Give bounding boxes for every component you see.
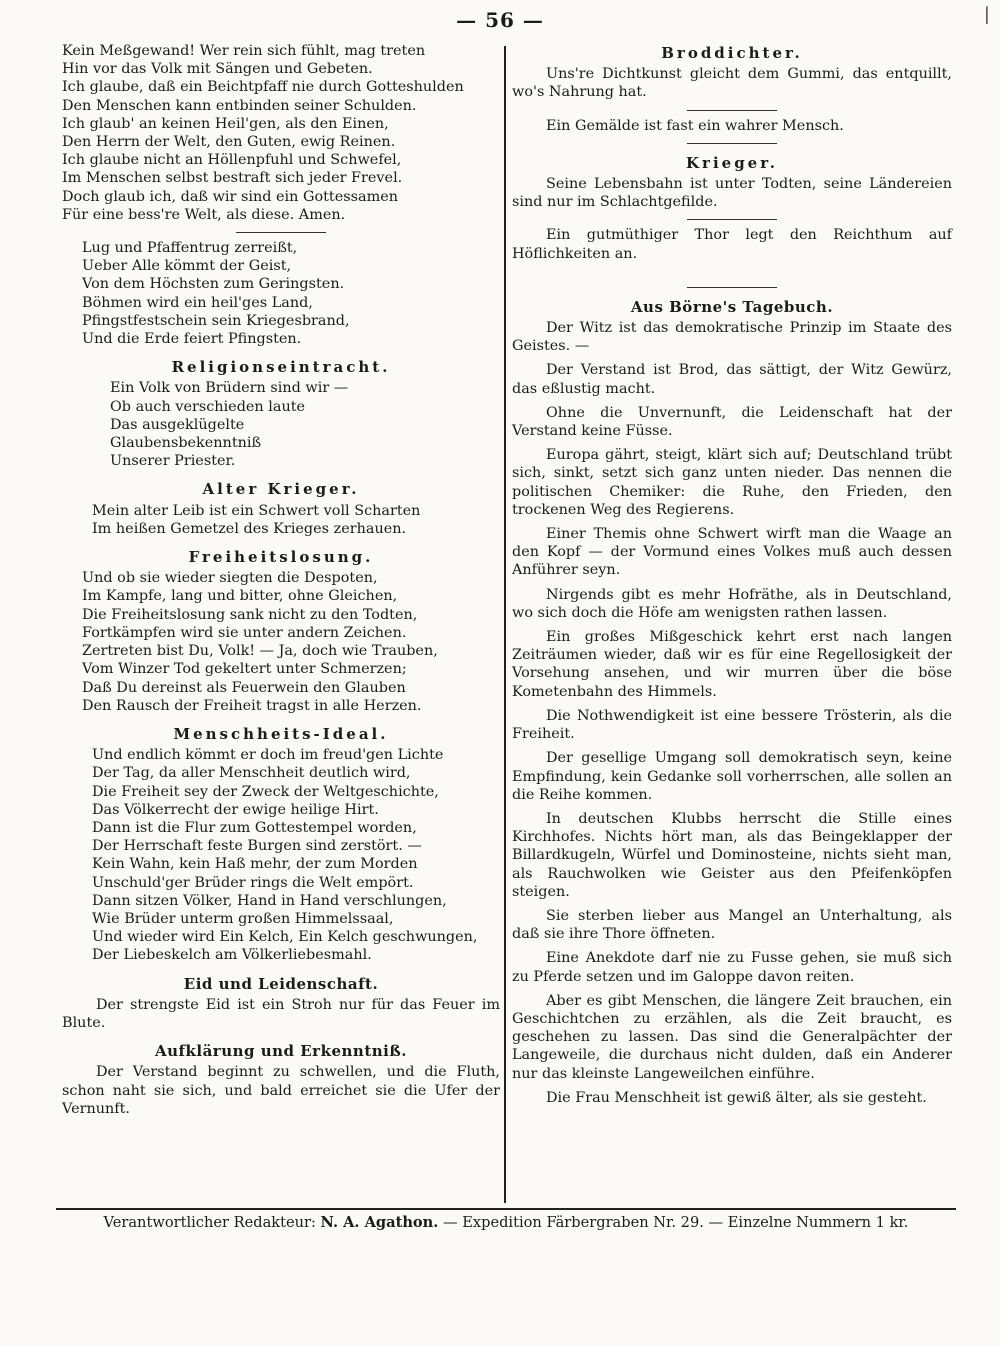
ideal-line: Die Freiheit sey der Zweck der Weltgeschichte, (92, 783, 439, 800)
poem-line: Hin vor das Volk mit Sängen und Gebeten. (62, 61, 373, 78)
boerne-paragraph: Die Frau Menschheit ist gewiß älter, als sie gesteht. (546, 1089, 927, 1106)
section-rule (687, 219, 777, 220)
page-edge-mark: | (983, 4, 990, 25)
stanza-line: Lug und Pfaffentrug zerreißt, (82, 240, 298, 257)
freiheit-line: Im Kampfe, lang und bitter, ohne Gleichen, (82, 588, 398, 605)
heading-freiheitslosung: Freiheitslosung. (188, 548, 374, 567)
footer-label: Verantwortlicher Redakteur: (103, 1214, 316, 1231)
heading-aufklaerung: Aufklärung und Erkenntniß. (155, 1042, 407, 1061)
boerne-paragraph: Nirgends gibt es mehr Hofräthe, als in Deutschland, wo sich doch die Höfe am wenigsten rathen lassen. (512, 586, 952, 621)
boerne-paragraph: Einer Themis ohne Schwert wirft man die Waage an den Kopf — der Vormund eines Volkes muß auch dessen Anführer seyn. (512, 526, 952, 579)
footer-rule (56, 1208, 956, 1210)
ideal-lines (62, 746, 500, 964)
freiheit-line: Fortkämpfen wird sie unter andern Zeichen. (82, 624, 407, 641)
heading-broddichter: Broddichter. (661, 44, 803, 62)
ideal-line: Und endlich kömmt er doch im freud'gen Lichte (92, 747, 444, 764)
freiheit-lines (62, 569, 500, 715)
boerne-paragraph: Aber es gibt Menschen, die längere Zeit brauchen, ein Geschichtchen zu erzählen, als die Zeit braucht, es geschehen zu lassen. Das sind die Generalpächter der Langeweile, die durchaus nicht dulden, daß ein Anderer nur das kleinste Langeweilchen einführe. (512, 992, 952, 1082)
religion-lines (62, 379, 500, 470)
boerne-paragraph: Der gesellige Umgang soll demokratisch seyn, keine Empfindung, kein Gedanke soll vorherrschen, alle sollen an die Reihe kommen. (512, 750, 952, 803)
poem-line: Kein Meßgewand! Wer rein sich fühlt, mag treten (62, 43, 426, 59)
stanza-line: Und die Erde feiert Pfingsten. (82, 331, 302, 348)
boerne-paragraph: Eine Anekdote darf nie zu Fusse gehen, sie muß sich zu Pferde setzen und im Galoppe davon reiten. (512, 950, 952, 985)
ideal-line: Dann sitzen Völker, Hand in Hand verschlungen, (92, 892, 447, 909)
footer-rest: — Expedition Färbergraben Nr. 29. — Einzelne Nummern 1 kr. (443, 1214, 909, 1231)
ideal-line: Dann ist die Flur zum Gottestempel worden, (92, 819, 417, 836)
poem-line: Doch glaub ich, daß wir sind ein Gottessamen (62, 188, 399, 205)
freiheit-line: Vom Winzer Tod gekeltert unter Schmerzen; (82, 661, 407, 678)
footer-editor: N. A. Agathon. (320, 1214, 439, 1231)
left-column (62, 42, 500, 1124)
ideal-line: Wie Brüder unterm großen Himmelssaal, (92, 910, 394, 927)
poem-line: Im Menschen selbst bestraft sich jeder Frevel. (62, 170, 403, 187)
eid-text: Der strengste Eid ist ein Stroh nur für das Feuer im Blute. (62, 996, 500, 1031)
heading-krieger: Krieger. (686, 153, 778, 172)
poem-line: Den Herrn der Welt, den Guten, ewig Reinen. (62, 134, 396, 151)
ideal-line: Der Tag, da aller Menschheit deutlich wird, (92, 765, 411, 782)
ideal-line: Der Liebeskelch am Völkerliebesmahl. (92, 947, 372, 964)
boerne-paragraph: Der Verstand ist Brod, das sättigt, der Witz Gewürz, das eßlustig macht. (512, 362, 952, 397)
section-rule (687, 110, 777, 111)
ideal-line: Und wieder wird Ein Kelch, Ein Kelch geschwungen, (92, 929, 478, 946)
ideal-line: Der Herrschaft feste Burgen sind zerstört. — (92, 838, 422, 855)
religion-line: Das ausgeklügelte (110, 416, 245, 433)
thor-text: Ein gutmüthiger Thor legt den Reichthum auf Höflichkeiten an. (512, 227, 952, 262)
boerne-paragraph: Sie sterben lieber aus Mangel an Unterhaltung, als daß sie ihre Thore öffneten. (512, 907, 952, 943)
freiheit-line: Zertreten bist Du, Volk! — Ja, doch wie Trauben, (82, 643, 438, 660)
boerne-paragraph: Ein großes Mißgeschick kehrt erst nach langen Zeiträumen wieder, daß wir es für eine Regellosigkeit der Vorsehung ansehen, und wir murren über die böse Kometenbahn des Himmels. (512, 629, 952, 700)
poem-line: Ich glaube nicht an Höllenpfuhl und Schwefel, (62, 152, 402, 169)
poem-line: Ich glaub' an keinen Heil'gen, als den Einen, (62, 115, 389, 132)
religion-line: Ein Volk von Brüdern sind wir — (110, 380, 349, 397)
poem-line: Für eine bess're Welt, als diese. Amen. (62, 206, 346, 223)
heading-religionseintracht: Religionseintracht. (171, 358, 391, 377)
page-number: — 56 — (456, 8, 544, 32)
freiheit-line: Daß Du dereinst als Feuerwein den Glauben (82, 679, 406, 696)
boerne-paragraph: Der Witz ist das demokratische Prinzip im Staate des Geistes. — (512, 320, 952, 355)
freiheit-line: Und ob sie wieder siegten die Despoten, (82, 570, 378, 587)
stanza-line: Pfingstfestschein sein Kriegesbrand, (82, 312, 350, 329)
ideal-line: Kein Wahn, kein Haß mehr, der zum Morden (92, 856, 418, 873)
krieger-lines (62, 502, 500, 538)
religion-line: Glaubensbekenntniß (110, 435, 262, 452)
section-rule (687, 287, 777, 288)
krieger-line: Mein alter Leib ist ein Schwert voll Scharten (92, 502, 421, 519)
boerne-paragraph: Die Nothwendigkeit ist eine bessere Trösterin, als die Freiheit. (512, 707, 952, 743)
column-divider (504, 46, 506, 1203)
ideal-line: Das Völkerrecht der ewige heilige Hirt. (92, 801, 379, 818)
stanza-pfingsten (62, 239, 500, 348)
right-column (512, 42, 952, 1113)
brod-text: Uns're Dichtkunst gleicht dem Gummi, das entquillt, wo's Nahrung hat. (512, 66, 952, 101)
heading-menschheits-ideal: Menschheits-Ideal. (173, 724, 389, 743)
heading-eid-und-leidenschaft: Eid und Leidenschaft. (183, 974, 379, 993)
footer-imprint (56, 1214, 956, 1231)
freiheit-line: Die Freiheitslosung sank nicht zu den Todten, (82, 606, 418, 623)
religion-line: Ob auch verschieden laute (110, 398, 306, 415)
freiheit-line: Den Rausch der Freiheit tragst in alle Herzen. (82, 697, 422, 714)
poem-line: Ich glaube, daß ein Beichtpfaff nie durch Gotteshulden (62, 79, 464, 96)
boerne-paragraph: Ohne die Unvernunft, die Leidenschaft hat der Verstand keine Füsse. (512, 404, 952, 440)
boerne-paragraph: Europa gährt, steigt, klärt sich auf; Deutschland trübt sich, sinkt, setzt sich ganz unten nieder. Das nennen die politischen Chemiker: die Ruhe, den Frieden, den trockenen Weg des Regierens. (512, 447, 952, 518)
krieger-text: Seine Lebensbahn ist unter Todten, seine Ländereien sind nur im Schlachtgefilde. (512, 176, 952, 211)
stanza-line: Ueber Alle kömmt der Geist, (82, 258, 292, 275)
aufklaerung-text: Der Verstand beginnt zu schwellen, und die Fluth, schon naht sie sich, und bald erreichet sie die Ufer der Vernunft. (62, 1064, 500, 1117)
gemaelde-text: Ein Gemälde ist fast ein wahrer Mensch. (546, 117, 844, 134)
poem-line: Den Menschen kann entbinden seiner Schulden. (62, 97, 417, 114)
poem-top (62, 42, 500, 224)
section-rule (236, 232, 326, 233)
boerne-paragraph: In deutschen Klubbs herrscht die Stille eines Kirchhofes. Nichts hört man, als das Beingeklapper der Billardkugeln, Würfel und Dominosteine, nichts sieht man, als Rauchwolken wie Geister aus den Pfeifenköpfen steigen. (512, 810, 952, 900)
heading-boerne-tagebuch: Aus Börne's Tagebuch. (630, 297, 834, 316)
krieger-line: Im heißen Gemetzel des Krieges zerhauen. (92, 520, 407, 537)
section-rule (687, 143, 777, 144)
ideal-line: Unschuld'ger Brüder rings die Welt empört. (92, 874, 414, 891)
stanza-line: Böhmen wird ein heil'ges Land, (82, 294, 313, 311)
religion-line: Unserer Priester. (110, 453, 236, 470)
heading-alter-krieger: Alter Krieger. (202, 480, 360, 499)
stanza-line: Von dem Höchsten zum Geringsten. (82, 276, 345, 293)
